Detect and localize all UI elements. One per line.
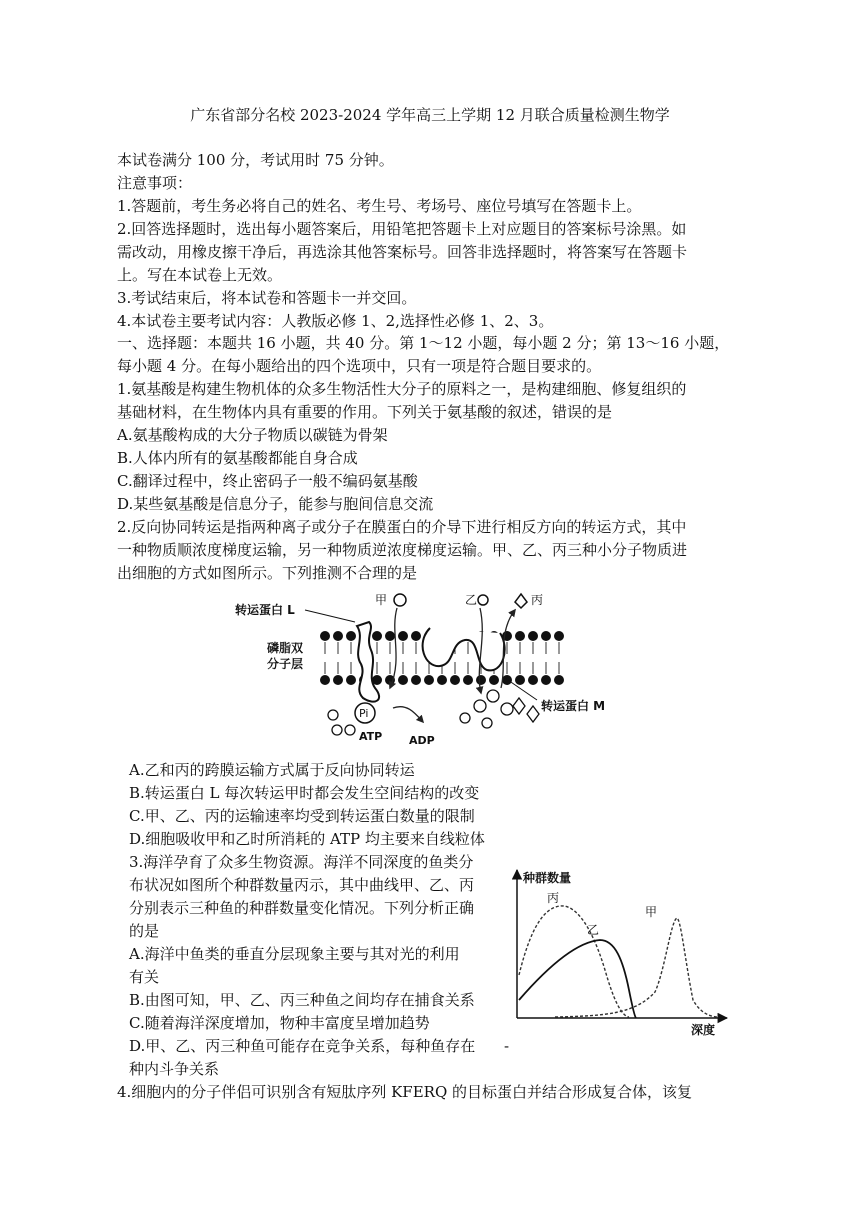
q3-option-b: B.由图可知，甲、乙、丙三种鱼之间均存在捕食关系: [129, 991, 475, 1009]
q3-option-d-line-1: D.甲、乙、丙三种鱼可能存在竞争关系，每种鱼存在: [129, 1037, 476, 1055]
q2-option-c: C.甲、乙、丙的运输速率均受到转运蛋白数量的限制: [129, 807, 475, 825]
section-1-line-2: 每小题 4 分。在每小题给出的四个选项中，只有一项是符合题目要求的。: [117, 357, 602, 375]
atp-label: ATP: [359, 730, 383, 743]
q1-stem-line-2: 基础材料，在生物体内具有重要的作用。下列关于氨基酸的叙述，错误的是: [117, 403, 613, 421]
q1-option-b: B.人体内所有的氨基酸都能自身合成: [117, 449, 358, 467]
y-axis-label: 种群数量: [523, 871, 572, 885]
note-4: 4.本试卷主要考试内容：人教版必修 1、2,选择性必修 1、2、3。: [117, 312, 554, 330]
document-title: 广东省部分名校 2023-2024 学年高三上学期 12 月联合质量检测生物学: [190, 106, 670, 124]
q3-option-a-line-2: 有关: [129, 968, 160, 986]
bilayer-label-line-2: 分子层: [267, 657, 304, 671]
bing-molecule: [515, 594, 527, 608]
bilayer-bottom-heads: [320, 675, 564, 685]
bing-label: 丙: [531, 593, 544, 607]
protein-m-label: 转运蛋白 M: [541, 699, 606, 713]
q3-option-d-dash: -: [504, 1037, 510, 1055]
q2-stem-line-1: 2.反向协同转运是指两种离子或分子在膜蛋白的介导下进行相反方向的转运方式，其中: [117, 518, 687, 536]
q2-option-d: D.细胞吸收甲和乙时所消耗的 ATP 均主要来自线粒体: [129, 830, 485, 848]
q3-option-d-line-2: 种内斗争关系: [129, 1060, 220, 1078]
jia-molecule: [394, 594, 406, 606]
curve-jia: [555, 918, 719, 1017]
q3-stem-line-3: 分别表示三种鱼的种群数量变化情况。下列分析正确: [129, 899, 475, 917]
q3-stem-line-4: 的是: [129, 922, 160, 940]
q1-option-a: A.氨基酸构成的大分子物质以碳链为骨架: [117, 426, 388, 444]
q3-option-a-line-1: A.海洋中鱼类的垂直分层现象主要与其对光的利用: [129, 945, 460, 963]
q2-stem-line-3: 出细胞的方式如图所示。下列推测不合理的是: [117, 564, 418, 582]
note-2-line-1: 2.回答选择题时，选出每小题答案后，用铅笔把答题卡上对应题目的答案标号涂黑。如: [117, 220, 687, 238]
note-2-line-3: 上。写在本试卷上无效。: [117, 266, 283, 284]
curve-bing: [519, 906, 629, 1017]
jia-label: 甲: [375, 593, 388, 607]
q1-stem-line-1: 1.氨基酸是构建生物机体的众多生物活性大分子的原料之一，是构建细胞、修复组织的: [117, 380, 687, 398]
protein-l-leader: [305, 610, 355, 622]
yi-label: 乙: [465, 593, 478, 607]
note-2-line-2: 需改动，用橡皮擦干净后，再选涂其他答案标号。回答非选择题时，将答案写在答题卡: [117, 243, 688, 261]
protein-l-label: 转运蛋白 L: [235, 603, 295, 617]
q1-option-d: D.某些氨基酸是信息分子，能参与胞间信息交流: [117, 495, 434, 513]
curve-bing-label: 丙: [547, 891, 560, 905]
section-1-line-1: 一、选择题：本题共 16 小题，共 40 分。第 1～12 小题，每小题 2 分；第 13～16 小题，: [117, 334, 730, 352]
curve-yi-label: 乙: [587, 923, 600, 937]
q4-stem-line-1: 4.细胞内的分子伴侣可识别含有短肽序列 KFERQ 的目标蛋白并结合形成复合体，该复: [117, 1083, 693, 1101]
q2-stem-line-2: 一种物质顺浓度梯度运输，另一种物质逆浓度梯度运输。甲、乙、丙三种小分子物质进: [117, 541, 688, 559]
note-3: 3.考试结束后，将本试卷和答题卡一并交回。: [117, 289, 417, 307]
q2-option-a: A.乙和丙的跨膜运输方式属于反向协同转运: [129, 761, 415, 779]
notes-heading: 注意事项：: [117, 174, 193, 192]
q1-option-c: C.翻译过程中，终止密码子一般不编码氨基酸: [117, 472, 418, 490]
note-1: 1.答题前，考生务必将自己的姓名、考生号、考场号、座位号填写在答题卡上。: [117, 197, 642, 215]
yi-molecule: [478, 595, 488, 605]
curve-jia-label: 甲: [645, 905, 658, 919]
membrane-transport-figure: [225, 588, 615, 748]
q2-option-b: B.转运蛋白 L 每次转运甲时都会发生空间结构的改变: [129, 784, 480, 802]
score-info: 本试卷满分 100 分，考试用时 75 分钟。: [117, 151, 394, 169]
transport-protein-m: [423, 628, 505, 670]
fish-depth-graph: [505, 860, 735, 1040]
pi-label: Pi: [359, 707, 369, 720]
atp-to-adp-arrow: [393, 707, 423, 722]
q3-stem-line-2: 布状况如图所个种群数量丙示，其中曲线甲、乙、丙: [129, 876, 475, 894]
q3-option-c: C.随着海洋深度增加，物种丰富度呈增加趋势: [129, 1014, 430, 1032]
x-axis-label: 深度: [691, 1023, 716, 1037]
bilayer-label-line-1: 磷脂双: [267, 641, 304, 655]
q3-stem-line-1: 3.海洋孕育了众多生物资源。海洋不同深度的鱼类分: [129, 853, 474, 871]
adp-label: ADP: [409, 734, 435, 747]
